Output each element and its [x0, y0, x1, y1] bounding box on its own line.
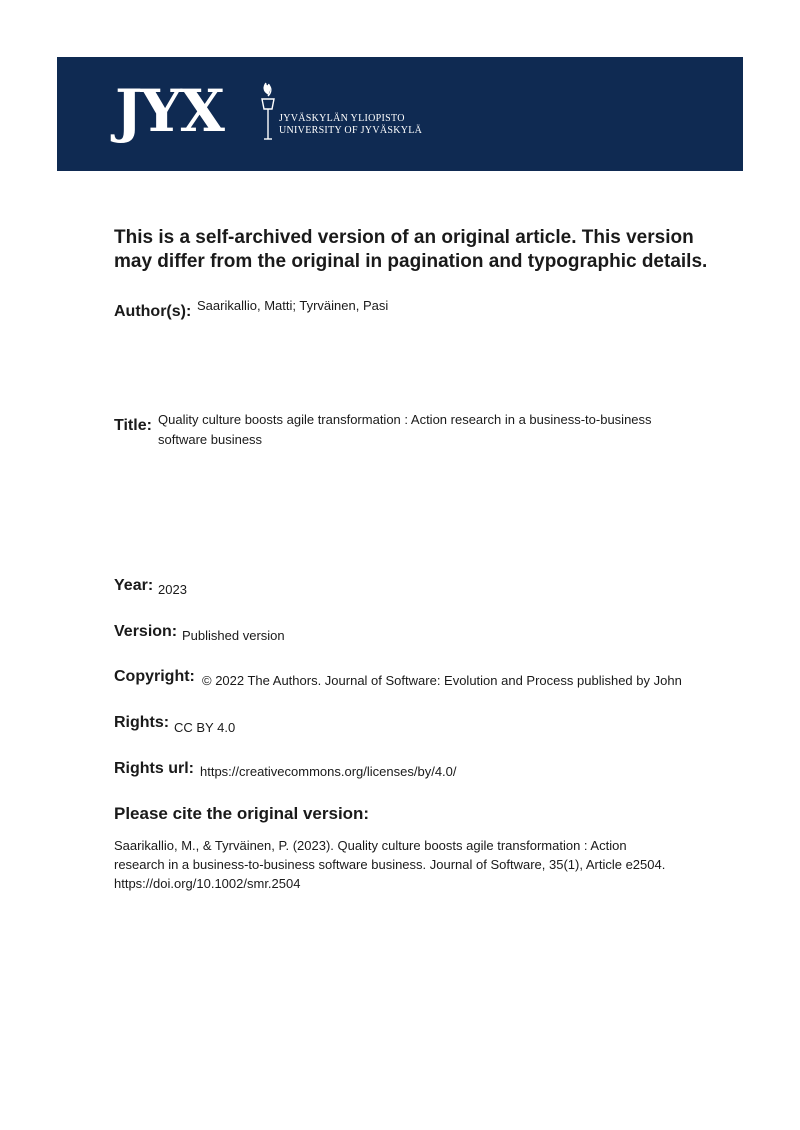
cite-heading: Please cite the original version:	[114, 804, 370, 823]
self-archive-notice	[114, 226, 714, 274]
university-name	[279, 113, 422, 137]
rights-value: CC BY 4.0	[174, 720, 236, 735]
copyright-value: © 2022 The Authors. Journal of Software: Evolution and Process published by John	[202, 673, 682, 688]
year-label: Year:	[114, 577, 154, 594]
authors-label: Author(s):	[114, 303, 192, 320]
rights-url-value[interactable]: https://creativecommons.org/licenses/by/4.0/	[200, 764, 457, 779]
title-label: Title:	[114, 417, 152, 434]
version-value: Published version	[182, 628, 285, 643]
rights-label: Rights:	[114, 714, 170, 731]
notice-line-1: This is a self-archived version of an original article. This version	[114, 227, 694, 248]
citation-line-2: research in a business-to-business software business. Journal of Software, 35(1), Article e2504.	[114, 857, 666, 872]
torch-icon	[255, 79, 281, 145]
title-value-line-2: software business	[158, 432, 263, 447]
rights-url-label: Rights url:	[114, 760, 194, 777]
copyright-label: Copyright:	[114, 668, 195, 685]
year-value: 2023	[158, 582, 187, 597]
notice-line-2: may differ from the original in pagination and typographic details.	[114, 251, 708, 272]
title-value-line-1: Quality culture boosts agile transformation : Action research in a business-to-business	[158, 412, 652, 427]
citation-doi-link[interactable]: https://doi.org/10.1002/smr.2504	[114, 876, 301, 891]
university-name-en: UNIVERSITY OF JYVÄSKYLÄ	[279, 125, 423, 136]
authors-value: Saarikallio, Matti; Tyrväinen, Pasi	[197, 298, 389, 313]
jyx-logo: JYX	[115, 77, 223, 145]
university-name-fi: JYVÄSKYLÄN YLIOPISTO	[279, 113, 405, 124]
version-label: Version:	[114, 623, 178, 640]
university-banner	[57, 57, 743, 171]
citation-line-1: Saarikallio, M., & Tyrväinen, P. (2023). Quality culture boosts agile transformation : Action	[114, 838, 627, 853]
citation-text	[114, 836, 714, 893]
